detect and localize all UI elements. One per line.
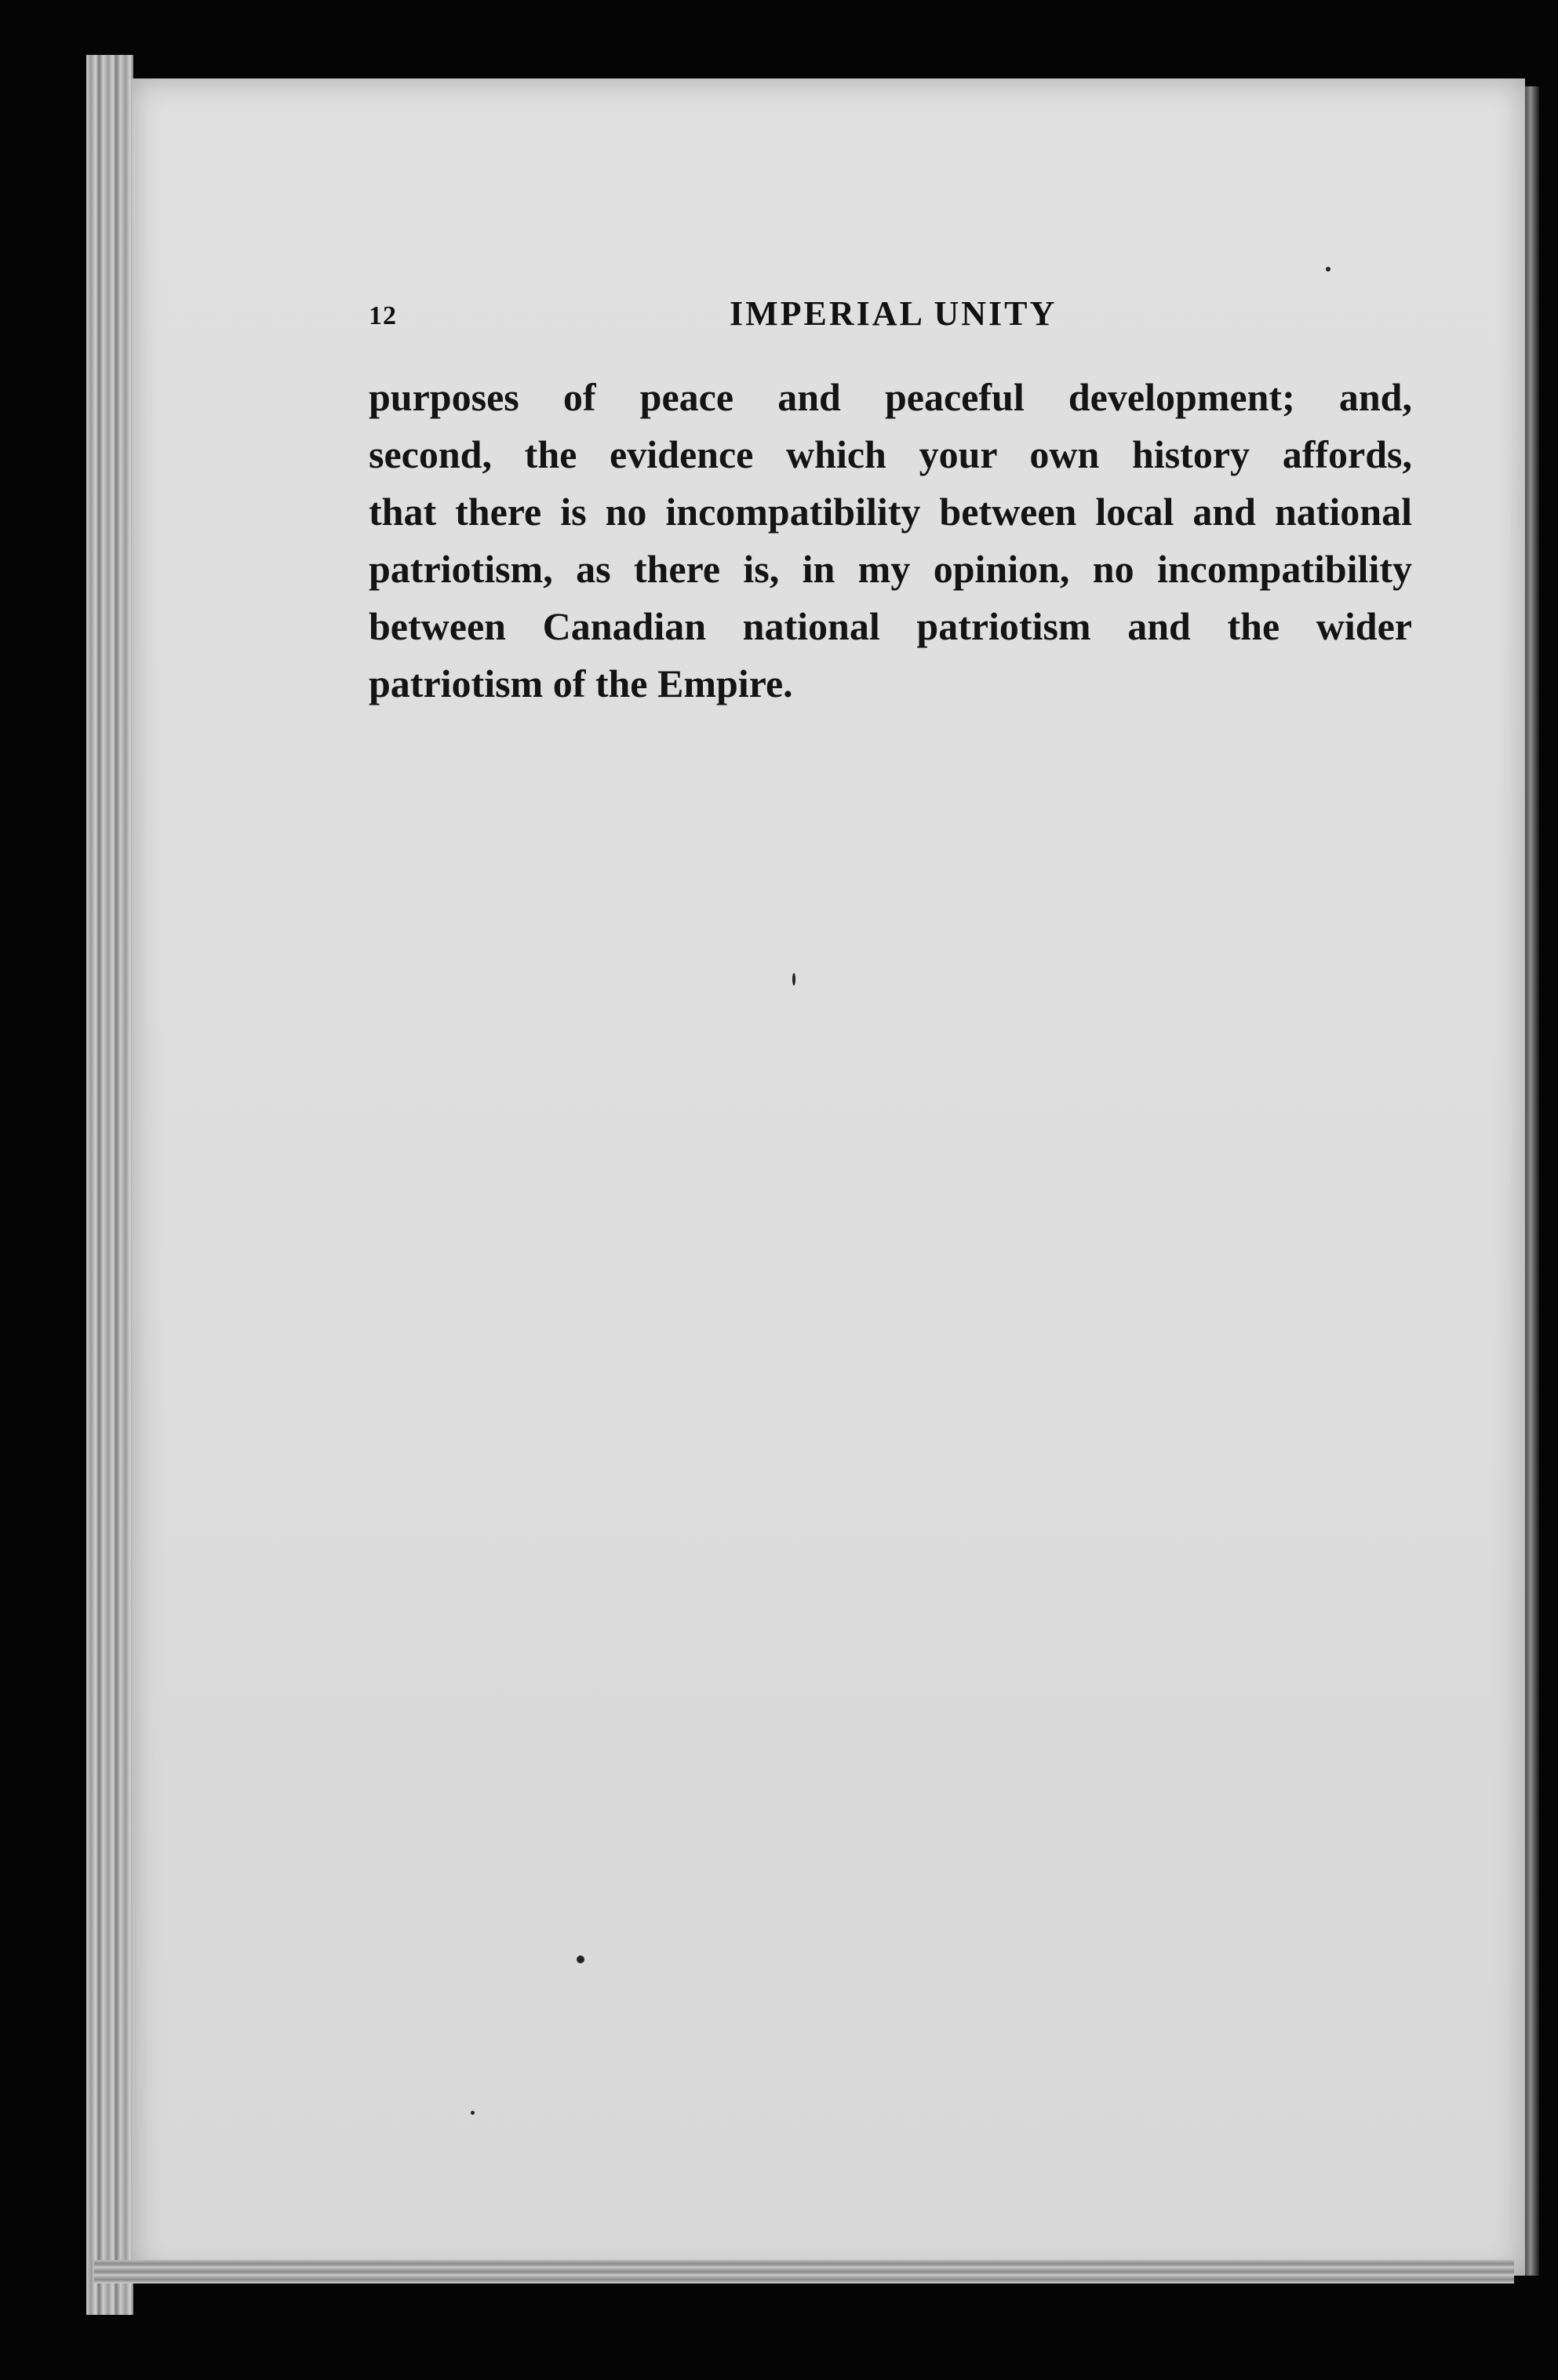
book-spine-edge [86, 55, 133, 2315]
running-header [369, 286, 1412, 348]
ink-speck [471, 2111, 475, 2115]
ink-speck [577, 1955, 584, 1963]
text-line: patriotism of the Empire. [369, 662, 793, 705]
text-line: patriotism, as there is, in my opinion, no incompatibility [369, 547, 1412, 591]
ink-speck [1326, 267, 1330, 272]
text-line: second, the evidence which your own history affords, [369, 432, 1412, 476]
body-paragraph [369, 369, 1412, 713]
text-line: that there is no incompatibility between local and national [369, 490, 1412, 534]
page-number: 12 [369, 301, 397, 330]
ink-speck [792, 973, 795, 986]
page-bottom-edge [94, 2260, 1514, 2283]
running-head-title: IMPERIAL UNITY [730, 294, 1057, 333]
text-line: purposes of peace and peaceful development; and, [369, 375, 1412, 419]
text-line: between Canadian national patriotism and the wider [369, 604, 1412, 648]
